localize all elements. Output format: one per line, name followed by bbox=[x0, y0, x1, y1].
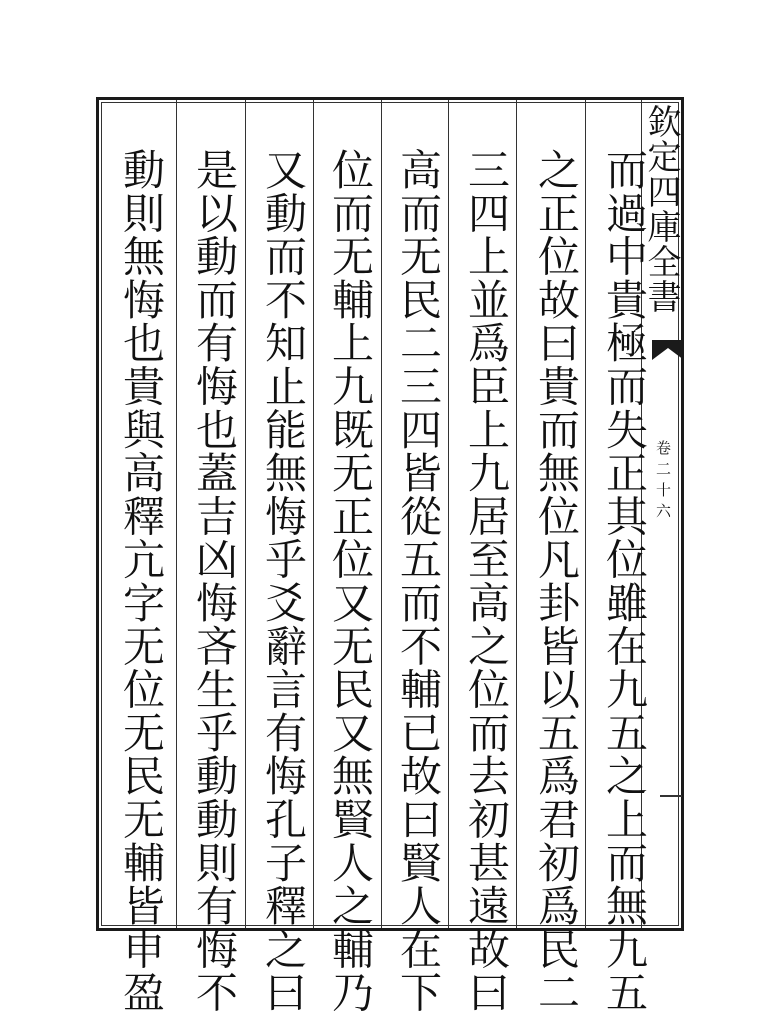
fishtail-mark-icon bbox=[650, 338, 686, 362]
column-divider bbox=[245, 100, 246, 928]
column-divider bbox=[313, 100, 314, 928]
column-divider bbox=[516, 100, 517, 928]
column-divider bbox=[448, 100, 449, 928]
text-column-3: 三四上並爲臣上九居至高之位而去初甚遠故曰 bbox=[462, 148, 511, 1014]
margin-tick bbox=[660, 795, 682, 797]
column-divider bbox=[176, 100, 177, 928]
text-column-1: 而過中貴極而失正其位雖在九五之上而無九五 bbox=[600, 148, 649, 1014]
book-title: 欽定四庫全書 bbox=[641, 104, 681, 314]
column-divider bbox=[381, 100, 382, 928]
volume-label: 卷二十六 bbox=[654, 440, 672, 524]
text-column-4: 高而无民二三四皆從五而不輔已故曰賢人在下 bbox=[394, 148, 443, 1014]
text-column-8: 動則無悔也貴與高釋亢字无位无民无輔皆申盈 bbox=[117, 148, 166, 1014]
column-divider bbox=[585, 100, 586, 928]
text-column-2: 之正位故曰貴而無位凡卦皆以五爲君初爲民二 bbox=[532, 148, 581, 1014]
text-column-7: 是以動而有悔也蓋吉凶悔吝生乎動動則有悔不 bbox=[190, 148, 239, 1014]
text-column-5: 位而无輔上九既无正位又无民又無賢人之輔乃 bbox=[326, 148, 375, 1014]
text-column-6: 又動而不知止能無悔乎爻辭言有悔孔子釋之曰 bbox=[259, 148, 308, 1014]
